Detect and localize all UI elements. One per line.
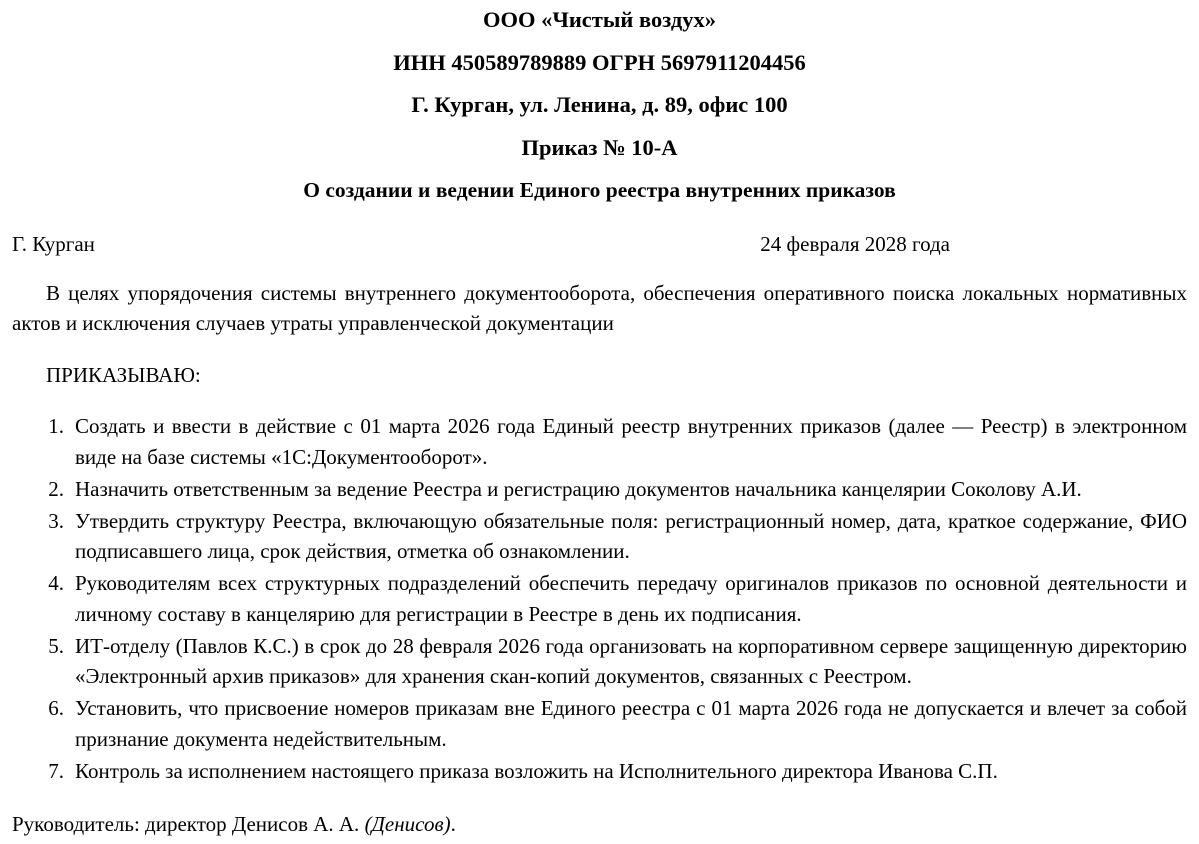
clause-number: 5.	[48, 633, 64, 658]
company-registration-numbers: ИНН 450589789889 ОГРН 5697911204456	[393, 49, 806, 75]
clause-number: 6.	[48, 696, 64, 721]
clause-number: 1.	[48, 414, 64, 439]
place-of-issue: Г. Курган	[12, 231, 95, 256]
date-of-issue: 24 февраля 2028 года	[760, 231, 950, 256]
signature-period: .	[450, 812, 456, 837]
clause-text: ИТ-отделу (Павлов К.С.) в срок до 28 февраля 2026 года организовать на корпоративном сервере защищенную директорию «Электронный архив приказов» для хранения скан-копий документов, связанных с Реестром.	[75, 633, 1187, 689]
clause-text: Руководителям всех структурных подразделений обеспечить передачу оригиналов приказов по основной деятельности и личному составу в канцелярию для регистрации в Реестре в день их подписания.	[75, 571, 1187, 626]
clause-item	[12, 568, 1187, 630]
signature-facsimile: (Денисов)	[364, 812, 451, 837]
clause-number: 3.	[48, 508, 64, 533]
clause-text: Назначить ответственным за ведение Реестра и регистрацию документов начальника канцелярии Соколову А.И.	[75, 476, 1082, 501]
clause-item	[12, 693, 1187, 755]
order-keyword: ПРИКАЗЫВАЮ:	[46, 362, 201, 387]
clause-text: Создать и ввести в действие с 01 марта 2026 года Единый реестр внутренних приказов (далее — Реестр) в электронном виде на базе системы «1С:Документооборот».	[75, 414, 1187, 470]
clause-number: 7.	[48, 758, 64, 783]
clause-text: Установить, что присвоение номеров приказам вне Единого реестра с 01 марта 2026 года не допускается и влечет за собой признание документа недействительным.	[75, 696, 1187, 751]
clause-item	[12, 756, 1187, 787]
place-date-row	[12, 208, 1187, 257]
company-name: ООО «Чистый воздух»	[482, 7, 717, 32]
clause-number: 4.	[48, 571, 64, 596]
clause-text: Утвердить структуру Реестра, включающую обязательные поля: регистрационный номер, дата, краткое содержание, ФИО подписавшего лица, срок действия, отметка об ознакомлении.	[75, 508, 1187, 564]
signature-title-and-name: Руководитель: директор Денисов А. А.	[12, 812, 365, 837]
clause-item	[12, 631, 1187, 693]
clause-list	[12, 411, 1187, 786]
clause-item	[12, 411, 1187, 473]
order-number: Приказ № 10-А	[521, 134, 678, 160]
clause-item	[12, 506, 1187, 568]
preamble-paragraph: В целях упорядочения системы внутреннего документооборота, обеспечения оперативного поиска локальных нормативных актов и исключения случаев утраты управленческой документации	[12, 280, 1187, 336]
signature-line	[12, 810, 1187, 839]
clause-item	[12, 474, 1187, 505]
order-subject: О создании и ведении Единого реестра внутренних приказов	[303, 178, 896, 202]
document-header	[12, 0, 1187, 208]
company-address: Г. Курган, ул. Ленина, д. 89, офис 100	[411, 92, 788, 117]
clause-number: 2.	[48, 476, 64, 501]
document-sheet	[12, 0, 1187, 840]
clause-text: Контроль за исполнением настоящего приказа возложить на Исполнительного директора Иванова С.П.	[75, 758, 998, 783]
